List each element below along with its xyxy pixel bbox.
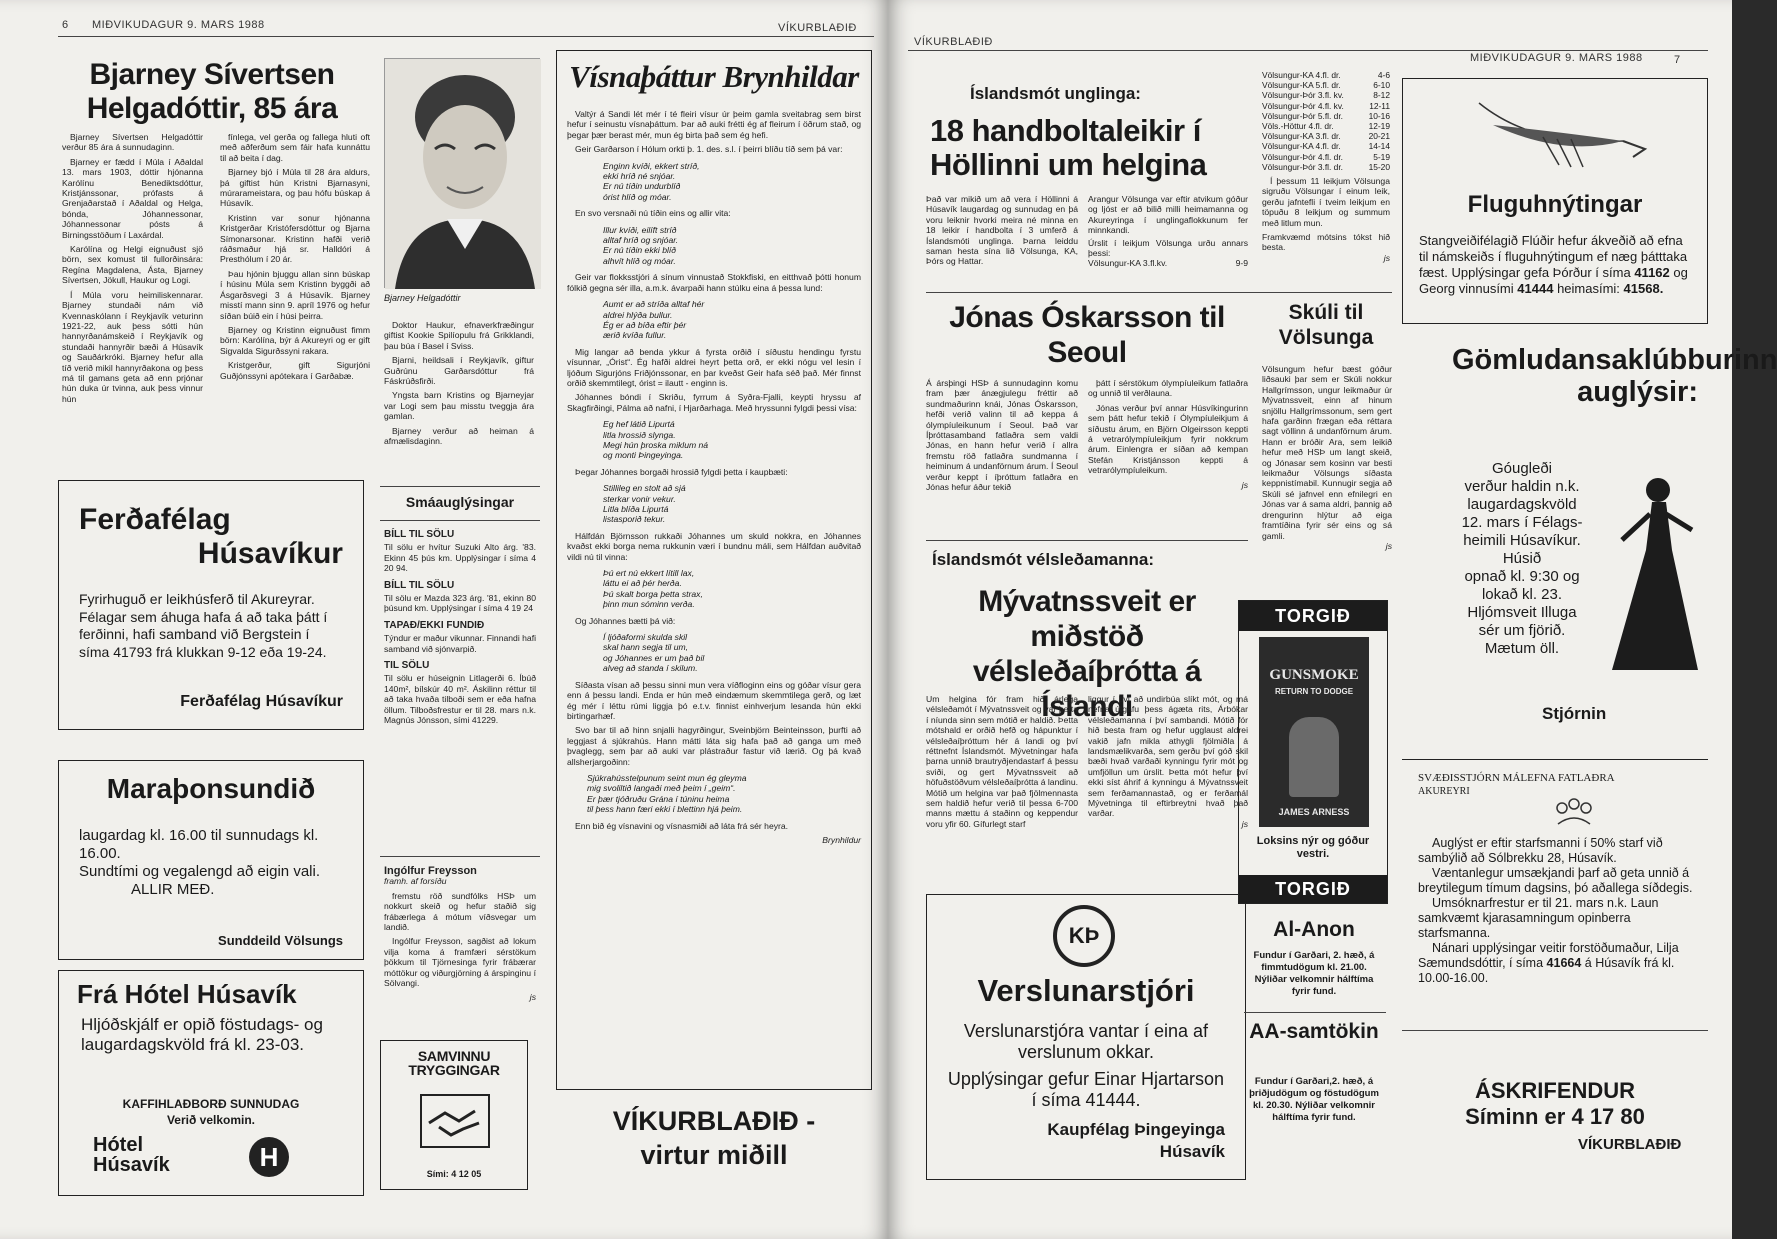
handbolti-col1: Það var mikið um að vera í Höllinni á Húsavík laugardag og sunnudag en þá voru leiknir hvorki meira né minna en 18 leikir í handbolta í 3 umferð á Íslandsmóti unglinga. Þarna leiddu saman hesta sína lið Völsunga, KA, Þórs og Hattar. — [926, 194, 1078, 267]
ferdafelag-body: Fyrirhuguð er leikhúsferð til Akureyrar. Félagar sem áhuga hafa á að taka þátt í ferðinni, hafi samband við Bergstein í síma 41793 frá klukkan 9-12 eða 19-24. — [79, 591, 328, 660]
vels-col2: liggur í því að undirbúa slíkt mót, og má nefna útgáfu þess ágæta rits, Árbókar vélsleðamanna í því sambandi. Mótið fór hið besta fram og hefur ugglaust aldrei vakið jafn mikla athygli fjölmiðla á landsmælikvarða, sem gerðu því góð skil bæði hvað varðaði kynningu fyrir mót og umfjöllun um úrslit. Þetta mót hefur því ekki síst áhrif á kynningu á Mývatnssveit sem ferðamannastað, og er ferðamál Mývetninga til eftirbreytni hvað það varðar. js — [1088, 694, 1248, 829]
header-paper-name: VÍKURBLAÐIÐ — [778, 22, 857, 34]
header-date: MIÐVIKUDAGUR 9. MARS 1988 — [92, 19, 265, 31]
results-list — [1262, 70, 1390, 172]
alanon-body: Fundur í Garðari, 2. hæð, á fimmtudögum kl. 21.00. Nýliðar velkomnir hálftíma fyrir fund. — [1253, 950, 1375, 997]
handbolti-summary: Í þessum 11 leikjum Völsunga sigruðu Völsungar í einum leik, gerðu jafntefli í tveim leikjum en töpuðu 8 leikjum og summum með litlum mun. Framkvæmd mótsins tókst hið besta. js — [1262, 176, 1390, 263]
result-row: Völsungur-Þór 3.fl. kv. 8-12 — [1262, 90, 1390, 101]
left-page — [0, 0, 888, 1239]
svaedis-sub: AKUREYRI — [1418, 786, 1470, 797]
samvinnu-name: SAMVINNU TRYGGINGAR — [408, 1048, 500, 1078]
versl-title: Verslunarstjóri — [977, 973, 1195, 1008]
page-number: 7 — [1674, 54, 1681, 66]
hotel-welcome: Verið velkomin. — [166, 1113, 256, 1127]
classified-ad: TAPAÐ/EKKI FUNDIÐ Týndur er maður vikunnar. Finnandi hafi samband við sjónvarpið. — [384, 619, 536, 654]
book-cover: GUNSMOKE RETURN TO DODGE JAMES ARNESS — [1259, 637, 1369, 827]
result-row: Völsungur-Þór 3.fl. dr. 15-20 — [1262, 161, 1390, 172]
marathon-footer: Sunddeild Völsungs — [218, 933, 343, 948]
right-page — [888, 0, 1777, 1239]
handshake-icon — [419, 1093, 491, 1149]
dancer-silhouette-icon — [1602, 470, 1702, 690]
gomlu-title: Gömludansaklúbburinn auglýsir: — [1452, 344, 1777, 408]
svaedis-body: Auglýst er eftir starfsmanni í 50% starf við sambýlið að Sólbrekku 28, Húsavík. Væntanlegur umsækjandi þarf að geta unnið á breytilegum tímum dagsins, þó aðallega síðdegis. Umsóknarfrestur er til 21. mars n.k. Laun samkvæmt kjarasamningum opinberra starfsmanna. Nánari upplýsingar veitir forstöðumaður, Lilja Sæmundsdóttir, í síma 41664 á Húsavík frá kl. 10.00-16.00. — [1418, 836, 1693, 985]
gomlu-body: Góugleði verður haldin n.k. laugardagskvöld 12. mars í Félags- heimili Húsavíkur. Húsið opnað kl. 9:30 og lokað kl. 23. Hljómsveit Illuga sér um fjörið. Mætum öll. — [1461, 460, 1583, 657]
visna-column — [556, 50, 872, 1090]
torgid-footer: TORGIÐ — [1239, 875, 1387, 903]
visna-body: Valtýr á Sandi lét mér í té fleiri vísur úr þeim gamla sveitabrag sem birst hefur í seinustu vísnaþáttum. Þar að auki frétti ég af fleirum í öðrum stað, og þegar þær berast mér, mun ég birta það sem ég hefi. Geir Garðarson í Hólum orkti þ. 1. des. s.l. í þeirri blíðu tíð sem þá var: Enginn kvíði, ekkert stríð, ekki hríð né snjóar. Er nú tíðin undurblíð órist hlíð og móar. En svo versnaði nú tíðin eins og allir vita: Illur kvíði, eilíft stríð alltaf hríð og snjóar. Er nú tíðin ekki blíð alhvít hlíð og móar. Geir var flokksstjóri á sínum vinnustað Stokkfiski, en eitthvað þótti honum fólkið gegna sér illa, a.m.k. ávarpaði hann stúlku eina á þessa lund: Aumt er að stríða alltaf hér aldrei hlýða bullur. Ég er að bíða eftir þér ærið kvíða fullur. Mig langar að benda ykkur á fyrsta orðið í síðustu hendingu fyrstu vísunnar, „Órist“. Ég hafði aldrei heyrt þetta orð, er ekki nógu vel lesin í ljóðum Sigurjóns Friðjónssonar, en þar kveðst Geir hafa séð það. Mér finnst orðið skemmtilegt, órist = ilautt - enginn is. Jóhannes bóndi í Skriðu, fyrrum á Syðra-Fjalli, keypti hryssu af Skagfirðingi, Pálma að nafni, í Hjarðarhaga. Með hryssunni fylgdi þessi vísa: Eg hef látið Lipurtá litla hrossið slynga. Megi hún þroska miklum ná og monti Þingeyinga. Þegar Jóhannes borgaði hrossið fylgdi þetta í kaupbæti: Stillileg en stolt að sjá sterkar vonir vekur. Litla blíða Lipurtá listasporið tekur. Hálfdán Björnsson rukkaði Jóhannes um skuld nokkra, en Jóhannes kvaðst ekki borga nema rukkunin væri í bundnu máli, sem Hálfdan auðvitað vildi nú til vinna: Þú ert nú ekkert lítill lax, láttu ei að þér herða. Þú skalt borga þetta strax, þinn mun sóminn verða. Og Jóhannes bætti þá við: Í ljóðaformi skulda skil skal hann segja til um, og Jóhannes er um það bil alveg að standa í skilum. Síðasta vísan að þessu sinni mun vera víðfloginn eins og góðar vísur gera enn á þessu landi. Enda er hún með eindæmum skemmtilega gerð, og læt ég mér í léttu rúmi liggja þó e.t.v. finnist einhverjum lesanda hún ekki birtingarhæf. Svo bar til að hinn snjalli hagyrðingur, Sveinbjörn Beinteinsson, þurfti að leggjast á sjúkrahús. Hann mátti láta sig hafa það að ganga um með þvaglegg, sem þar að auki var plástraður fastur við lærið. Og þá kvað allsherjargoðinn: Sjúkrahússtelpunum seint mun ég gleyma mig svoliltið langaði með þeim í „geim“. Er þær tjóðruðu Grána í túninu heima til þess hann færi ekki í blettinn hjá þeim. Enn bið ég vísnavini og vísnasmiði að láta frá sér heyra. Brynhildur — [567, 109, 861, 845]
samvinnu-phone: Sími: 4 12 05 — [426, 1169, 482, 1179]
jonas-col2: þátt í sérstökum ólympíuleikum fatlaðra og unnið til verðlauna. Jónas verður því annar Húsvíkingurinn sem þátt hefur tekið í Ólympíuleikjum á síðustu árum, en Björn Olgeirsson keppti á vetrarólympíuleikjum fyrir nokkrum árum. Einlengra er síðan að kempan Stefán Kristjánsson keppti á vetrarólympíuleikum. js — [1088, 378, 1248, 490]
fly-lure-icon — [1473, 97, 1653, 173]
vels-headline: Mývatnssveit er miðstöð vélsleðaíþrótta á Íslandi — [972, 585, 1202, 723]
header-rule — [58, 36, 874, 37]
aa-body: Fundur í Garðari,2. hæð, á þriðjudögum og föstudögum kl. 20.30. Nýliðar velkomnir hálftíma fyrir fund. — [1249, 1076, 1379, 1123]
marathon-body: laugardag kl. 16.00 til sunnudags kl. 16.00. Sundtími og vegalengd að eigin vali. ALLIR MEÐ. — [79, 827, 320, 898]
flugu-body: Stangveiðifélagið Flúðir hefur ákveðið að efna til námskeiðs í fluguhnýtingum ef næg þátttaka fæst. Upplýsingar gefa Þórður í síma 41162 og Georg vinnusími 41444 heimasími: 41568. — [1419, 233, 1688, 296]
askrift-title: ÁSKRIFENDUR — [1474, 1078, 1636, 1103]
torgid-ad — [1238, 600, 1388, 904]
svaedis-logo-icon — [1552, 798, 1596, 828]
ferdafelag-title: Ferðafélag — [79, 503, 231, 536]
marathon-ad — [58, 760, 364, 960]
vikurbladid-slogan: VÍKURBLAÐIÐ - virtur miðill — [612, 1106, 816, 1170]
skuli-headline: Skúli til Völsunga — [1278, 301, 1374, 349]
hotel-body: Hljóðskjálf er opið föstudags- og laugardagskvöld frá kl. 23-03. — [81, 1015, 323, 1054]
svaedis-title: SVÆÐISSTJÓRN MÁLEFNA FATLAÐRA — [1418, 772, 1615, 784]
verslunarstjori-ad — [926, 894, 1246, 1180]
versl-footer: Kaupfélag Þingeyinga Húsavík — [1047, 1120, 1225, 1161]
samvinnu-ad — [380, 1040, 528, 1190]
alanon-title: Al-Anon — [1273, 918, 1355, 941]
hotel-cafe: KAFFIHLAÐBORÐ SUNNUDAG — [122, 1097, 300, 1111]
obituary-photo — [384, 58, 540, 288]
versl-body: Verslunarstjóra vantar í eina af verslunum okkar. — [963, 1021, 1209, 1062]
ferdafelag-title2: Húsavíkur — [197, 537, 343, 570]
hotel-ad — [58, 970, 364, 1196]
classified-ad: TIL SÖLU Til sölu er húseignin Litlagerði 6. Íbúð 140m², bílskúr 40 m². Áskilinn réttur til að taka hvaða tilboði sem er eða hafna öllum. Tilboðsfrestur er til 28. mars n.k. Magnús Jónsson, sími 41229. — [384, 660, 536, 726]
result-row: Völsungur-Þór 4.fl. dr. 5-19 — [1262, 151, 1390, 162]
gomlu-footer: Stjórnin — [1542, 704, 1607, 723]
classified-ad: BÍLL TIL SÖLU Til sölu er hvítur Suzuki Alto árg. '83. Ekinn 45 þús km. Upplýsingar í síma 4 20 94. — [384, 529, 536, 574]
ferdafelag-ad — [58, 480, 364, 730]
handbolti-kicker: Íslandsmót unglinga: — [970, 84, 1141, 103]
classifieds-title: Smáauglýsingar — [405, 494, 515, 510]
svaedis-ad — [1402, 766, 1708, 1006]
photo-caption: Bjarney Helgadóttir — [384, 293, 461, 303]
handbolti-headline: 18 handboltaleikir í Höllinni um helgina — [930, 113, 1207, 182]
aa-title: AA-samtökin — [1249, 1020, 1379, 1043]
classified-ad: BÍLL TIL SÖLU Til sölu er Mazda 323 árg. '81, ekinn 80 þúsund km. Upplýsingar í síma 4 19 24 — [384, 579, 536, 614]
vels-kicker: Íslandsmót vélsleðamanna: — [932, 550, 1155, 569]
versl-body2: Upplýsingar gefur Einar Hjartarson í síma 41444. — [947, 1069, 1225, 1110]
hotel-logo-text: Hótel Húsavík — [93, 1134, 170, 1176]
result-row: Völsungur-KA 4.fl. dr. 14-14 — [1262, 141, 1390, 152]
torgid-title: TORGIÐ — [1239, 601, 1387, 631]
skuli-body: Völsungum hefur bæst góður liðsauki þar sem er Skúli nokkur Hallgrímsson, ungur leikmaður úr Mývatnssveit, einn af hinum snjöllu Hallgrímssonum, sem gert hafa garðinn frægan eða réttara sagt völlinn á undanförnum árum. Hann er bróðir Ara, sem leikið hefur með HSÞ um langt skeið, og Jónasar sem kosinn var besti leikmaður Völsungs síðasta keppnistímabil. Kunnugir segja að Skúli sé jafnvel enn efnilegri en Jónas var á sama aldri, þannig að drengurinn hlýtur að eiga framtíðina fyrir sér eins og sá gamli. js — [1262, 364, 1392, 551]
kth-logo-icon: KÞ — [1053, 905, 1115, 967]
result-row: Völsungur-Þór 4.fl. kv. 12-11 — [1262, 100, 1390, 111]
obituary-headline: Bjarney Sívertsen Helgadóttir, 85 ára — [86, 58, 338, 125]
marathon-title: Maraþonsundið — [106, 773, 316, 804]
hotel-logo-icon: H — [249, 1137, 289, 1177]
flugu-title: Fluguhnýtingar — [1467, 191, 1643, 218]
result-row: Völsungur-KA 3.fl. dr. 20-21 — [1262, 131, 1390, 142]
vels-col1: Um helgina fór fram hið árlega vélsleðamót í Mývatnssveit og var þetta í níunda sinn sem mótið er haldið. Þetta mótshald er orðið hefð og hápunktur í vélsleðaíþróttum hér á landi og því réttnefnt Íslandsmót. Mývetningar hafa þarna unnið brautryðjendastarf á þessu sviði, og gert Mývatnssveit að höfuðstöðvum vélsleðaíþrótta á landinu. Mótið um helgina var það fjölmennasta sem haldið hefur verið til þessa 6-700 manns mættu á staðinn og keppendur voru yfir 60. Gífurlegt starf — [926, 694, 1078, 829]
classifieds-list — [384, 530, 536, 830]
result-row: Völs.-Höttur 4.fl. dr. 12-19 — [1262, 121, 1390, 132]
ferdafelag-footer: Ferðafélag Húsavíkur — [180, 693, 343, 710]
obituary-col2: fínlega, vel gerða og fallega hluti oft með aðferðum sem fáir hafa kunnáttu til að beita í dag. Bjarney bjó í Múla til 28 ára aldurs, þá giftist hún Kristni Bjarnasyni, múrarameistara, og þau hófu búskap á Húsavík. Kristinn var sonur hjónanna Kristgerðar Kristófersdóttur og Bjarna Símonarsonar. Kristinn hafði verið ráðsmaður hjá sr. Halldóri á Presthólum í 20 ár. Þau hjónin bjuggu allan sinn búskap í húsinu Múla sem Kristinn byggði að Ásgarðsvegi 3 á Húsavík. Bjarney misstí mann sinn 9. apríl 1976 og hefur síðan búið ein í húsi þeirra. Bjarney og Kristinn eignuðust fimm börn: Karólína, býr á Akureyri og er gift Sigvalda Sigurðssyni rakara. Kristgerður, gift Sigurjóni Guðjónssyni apótekara í Garðabæ. — [220, 132, 370, 381]
ingolfur-article: Ingólfur Freysson framh. af forsíðu fremstu röð sundfólks HSÞ um nokkurt skeið og hefur staðið sig frábærlega á mótum víðsvegar um landið. Ingólfur Freysson, sagðist að lokum vilja koma á framfæri sérstökum þökkum til Tjörnesinga fyrir frábærar móttökur og viðurgjörning á árspinginu í Sölvangi. js — [384, 865, 536, 1003]
obituary-col3: Doktor Haukur, efnaverkfræðingur giftist Kookie Spilíopulu frá Grikklandi, þau búa í Basel í Sviss. Bjarni, heildsali í Reykjavík, giftur Guðrúnu Garðarsdóttur frá Fáskrúðsfirði. Yngsta barn Kristins og Bjarneyjar var Logi sem þau misstu tveggja ára gamlan. Bjarney verður að heiman á afmælisdaginn. — [384, 320, 534, 447]
result-row: Völsungur-KA 4.fl. dr. 4-6 — [1262, 70, 1390, 80]
torgid-caption: Loksins nýr og góður vestri. — [1256, 835, 1370, 860]
result-row: Völsungur-Þór 5.fl. dr. 10-16 — [1262, 110, 1390, 121]
jonas-headline: Jónas Óskarsson til Seoul — [949, 301, 1225, 369]
askrift-footer: VÍKURBLAÐIÐ — [1578, 1136, 1682, 1153]
visna-title: Vísnaþáttur Brynhildar — [569, 59, 859, 94]
jonas-col1: Á ársþingi HSÞ á sunnudaginn komu fram þær ánægjulegu fréttir að sundmaðurinn knái, Jónas Óskarsson, hefði verið valinn til að keppa á ólympíuleikunum í Seoul. Það var Íþróttasamband fatlaðra sem valdi Jónas, en hann hefur verið í allra fremstu röð fatlaðra sundmanna í heiminum á undanförnum árum. Í Seoul verður keppt í íþróttum fatlaðra en Jónas hefur áður tekið — [926, 378, 1078, 493]
gomlu-ad — [1402, 330, 1777, 760]
obituary-col1: Bjarney Sívertsen Helgadóttir verður 85 ára á sunnudaginn. Bjarney er fædd í Múla í Aðaldal 13. mars 1903, dóttir hjónanna Karólínu Benediktsdóttur, Kristjánssonar, prófasts á Grenjaðarstað í Aðaldal og Helga, bónda, Jóhannessonar, Jóhannessonar pósts á Birningsstöðum í Laxárdal. Karólína og Helgi eignuðust sjö börn, sex komust til fullorðinsára: Regína Magdalena, Ásta, Bjarney Sívertsen, Jökull, Haukur og Logi. Í Múla voru heimiliskennarar. Bjarney stundaði nám við Kvennaskólann í Reykjavík veturinn 1921-22, auk þess sótti hún hannyrðanámskeið í Reykjavík og stundaði hannyrðir bæði á Húsavík og Sauðárkróki. Bjarney hefur alla tíð verið mikil hannyrðakona og þess má til gamans geta að enn prjónar hún duka úr tvinna, auk þess vinnur hún — [62, 132, 203, 404]
header-date: MIÐVIKUDAGUR 9. MARS 1988 — [1470, 52, 1643, 64]
askrift-phone: Síminn er 4 17 80 — [1465, 1104, 1645, 1129]
flugu-ad — [1402, 78, 1708, 324]
hotel-title: Frá Hótel Húsavík — [77, 979, 297, 1009]
page-number: 6 — [62, 19, 69, 31]
header-paper-name: VÍKURBLAÐIÐ — [914, 36, 993, 48]
handbolti-col2: Arangur Völsunga var eftir atvikum góður og ljóst er að bilið milli heimamanna og Akureyringa í unglingaflokkunum fer minnkandi. Úrslit í leikjum Völsunga urðu annars þessi: Völsungur-KA 3.fl.kv. 9-9 — [1088, 194, 1248, 269]
result-row: Völsungur-KA 5.fl. dr. 6-10 — [1262, 80, 1390, 91]
